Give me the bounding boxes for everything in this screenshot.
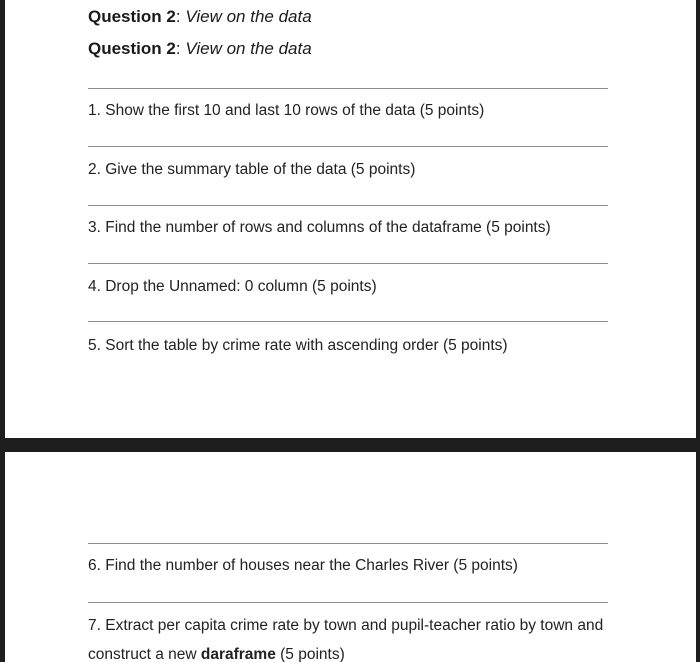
- heading-title: View on the data: [185, 7, 312, 26]
- question-text: 7. Extract per capita crime rate by town and pupil-teacher ratio by town and construct a new: [88, 617, 604, 662]
- question-item: 4. Drop the Unnamed: 0 column (5 points): [88, 278, 377, 295]
- question-item: 2. Give the summary table of the data (5 points): [88, 161, 416, 178]
- divider: [88, 88, 608, 89]
- divider: [88, 263, 608, 264]
- divider: [88, 543, 608, 544]
- divider: [88, 602, 608, 603]
- question-item: 1. Show the first 10 and last 10 rows of the data (5 points): [88, 102, 485, 119]
- heading-separator: :: [175, 39, 181, 58]
- heading-label: Question 2: [88, 7, 176, 26]
- question-text-end: (5 points): [275, 646, 345, 662]
- question-heading: [88, 39, 312, 59]
- document-page-2: [5, 452, 696, 662]
- question-item: 6. Find the number of houses near the Charles River (5 points): [88, 557, 518, 574]
- question-item: [88, 611, 618, 662]
- heading-separator: :: [175, 7, 181, 26]
- question-item: 5. Sort the table by crime rate with ascending order (5 points): [88, 337, 508, 354]
- heading-label: Question 2: [88, 39, 176, 58]
- question-item: 3. Find the number of rows and columns of the dataframe (5 points): [88, 219, 551, 236]
- question-emphasis: daraframe: [200, 646, 276, 662]
- divider: [88, 321, 608, 322]
- divider: [88, 205, 608, 206]
- heading-title: View on the data: [185, 39, 312, 58]
- divider: [88, 146, 608, 147]
- document-page-1: [5, 0, 696, 438]
- question-heading: [88, 7, 312, 27]
